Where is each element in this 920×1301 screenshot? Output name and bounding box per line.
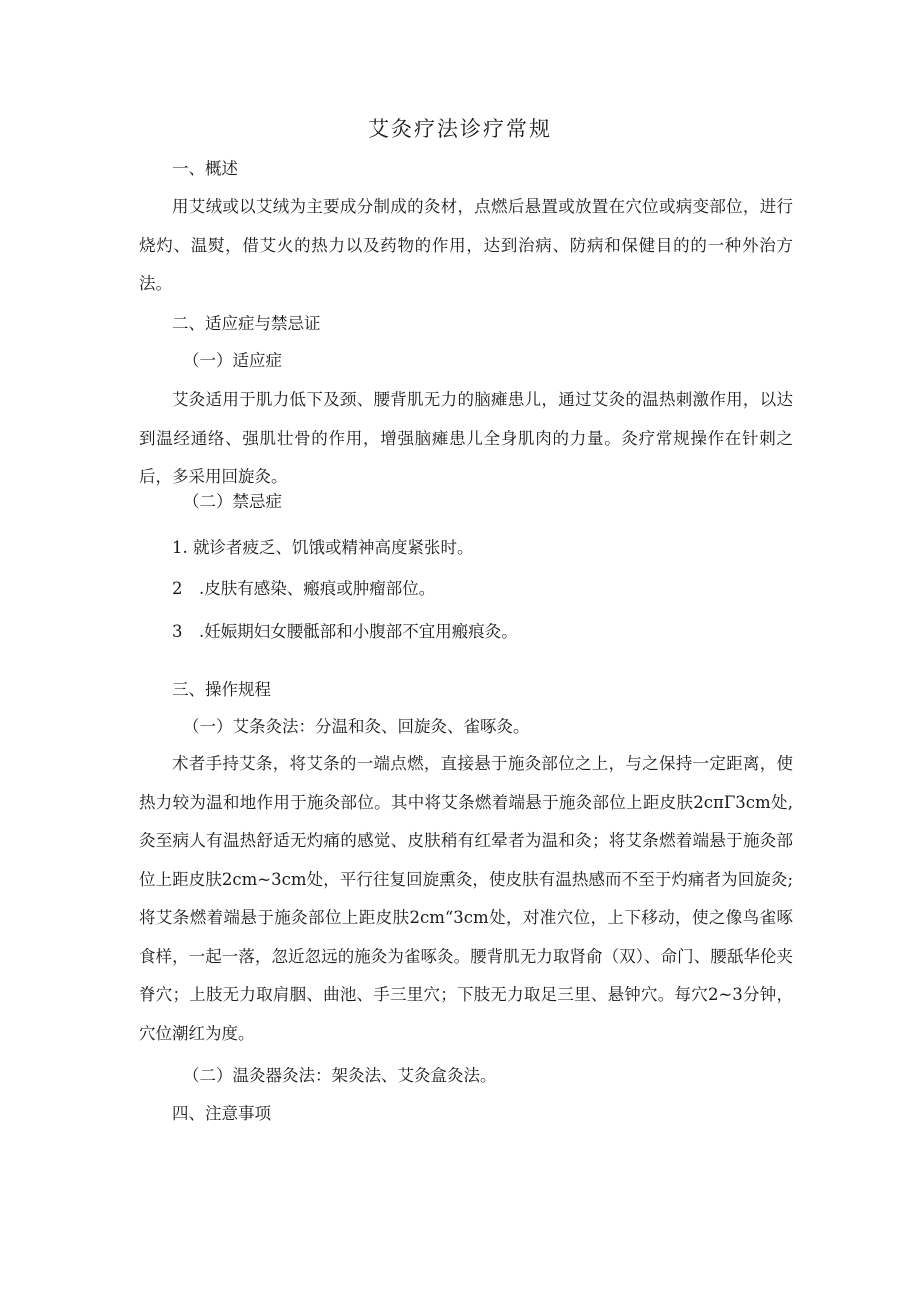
indications-paragraph: 艾灸适用于肌力低下及颈、腰背肌无力的脑瘫患儿，通过艾灸的温热刺激作用，以达到温经通络、强肌壮骨的作用，增强脑瘫患儿全身肌肉的力量。灸疗常规操作在针刺之后，多采用回旋灸。: [139, 390, 793, 486]
section-heading-overview: 一、概述: [172, 159, 238, 178]
moxa-stick-paragraph: 术者手持艾条，将艾条的一端点燃，直接悬于施灸部位之上，与之保持一定距离，使热力较为温和地作用于施灸部位。其中将艾条燃着端悬于施灸部位上距皮肤2cπΓ3cm处,灸至病人有温热舒适无灼痛的感觉、皮肤稍有红晕者为温和灸；将艾条燃着端悬于施灸部位上距皮肤2cm~3cm处，平行往复回旋熏灸，使皮肤有温热感而不至于灼痛者为回旋灸;将艾条燃着端悬于施灸部位上距皮肤2cm“3cm处，对准穴位，上下移动，使之像鸟雀啄食样，一起一落，忽近忽远的施灸为雀啄灸。腰背肌无力取肾俞（双）、命门、腰舐华伦夹脊穴；上肢无力取肩胭、曲池、手三里穴；下肢无力取足三里、悬钟穴。每穴2~3分钟，穴位潮红为度。: [139, 754, 793, 1043]
subheading-warm-moxa: （二）温灸器灸法：架灸法、艾灸盒灸法。: [183, 1066, 497, 1085]
section-heading-precautions: 四、注意事项: [172, 1104, 271, 1123]
section-heading-indications: 二、适应症与禁忌证: [172, 314, 321, 333]
contraindication-item: 1. 就诊者疲乏、饥饿或精神高度紧张时。: [172, 538, 474, 557]
overview-paragraph: 用艾绒或以艾绒为主要成分制成的灸材，点燃后悬置或放置在穴位或病变部位，进行烧灼、温熨，借艾火的热力以及药物的作用，达到治病、防病和保健目的的一种外治方法。: [139, 197, 793, 293]
contraindication-item: 3 .妊娠期妇女腰骶部和小腹部不宜用瘢痕灸。: [172, 622, 518, 641]
subheading-moxa-stick: （一）艾条灸法：分温和灸、回旋灸、雀啄灸。: [183, 717, 530, 736]
section-heading-procedure: 三、操作规程: [172, 680, 271, 699]
subheading-indications: （一）适应症: [183, 351, 282, 370]
contraindication-item: 2 .皮肤有感染、瘢痕或肿瘤部位。: [172, 579, 436, 598]
page-title: 艾灸疗法诊疗常规: [368, 117, 552, 141]
subheading-contraindications: （二）禁忌症: [183, 492, 282, 511]
